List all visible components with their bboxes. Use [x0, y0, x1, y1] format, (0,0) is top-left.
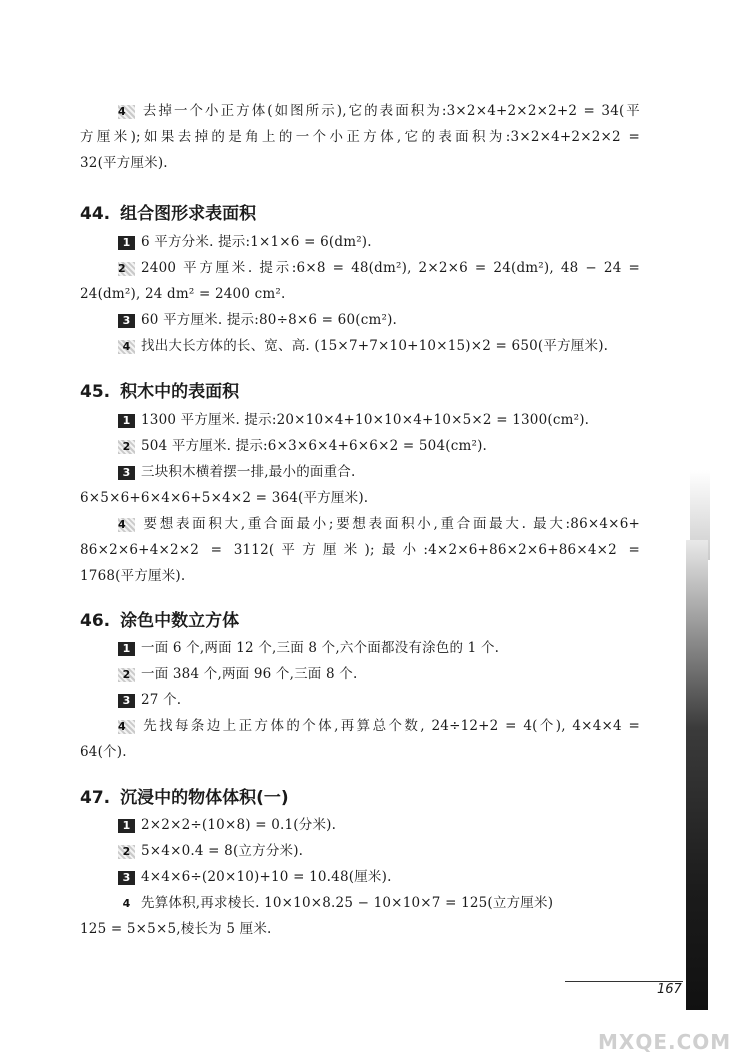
- answer-43-4-line2: 方厘米);如果去掉的是角上的一个小正方体,它的表面积为:3×2×4+2×2×2 =: [80, 129, 640, 145]
- answer-badge: 1: [118, 642, 135, 656]
- answer-badge: 2: [118, 440, 135, 454]
- answer-badge: 1: [118, 414, 135, 428]
- answer-47-1: 1 2×2×2÷(10×8) = 0.1(分米).: [118, 812, 640, 838]
- answer-45-2: 2 504 平方厘米. 提示:6×3×6×4+6×6×2 = 504(cm²).: [118, 433, 640, 459]
- section-heading-45: 45. 积木中的表面积: [80, 382, 240, 402]
- answer-badge: 3: [118, 314, 135, 328]
- section-heading-46: 46. 涂色中数立方体: [80, 611, 240, 631]
- answer-badge: 4: [118, 105, 135, 119]
- answer-44-3: 3 60 平方厘米. 提示:80÷8×6 = 60(cm²).: [118, 307, 640, 333]
- answer-badge: 1: [118, 236, 135, 250]
- answer-badge: 4: [122, 896, 131, 910]
- answer-43-4-line3: 32(平方厘米).: [80, 155, 168, 171]
- page-edge-shadow: [686, 540, 708, 1010]
- answer-44-2-cont: 24(dm²), 24 dm² = 2400 cm².: [80, 286, 286, 302]
- page-number: 167: [657, 982, 682, 997]
- answer-44-1: 1 6 平方分米. 提示:1×1×6 = 6(dm²).: [118, 229, 640, 255]
- answer-46-4: 4 先找每条边上正方体的个体,再算总个数, 24÷12+2 = 4(个), 4×4×4 =: [118, 718, 640, 734]
- section-heading-44: 44. 组合图形求表面积: [80, 204, 257, 224]
- answer-badge: 1: [118, 819, 135, 833]
- answer-badge: 3: [118, 694, 135, 708]
- answer-47-2: 2 5×4×0.4 = 8(立方分米).: [118, 838, 640, 864]
- answer-45-3-cont: 6×5×6+6×4×6+5×4×2 = 364(平方厘米).: [80, 490, 369, 506]
- watermark: MXQE.COM: [598, 1030, 732, 1054]
- answer-43-4-line1: 4 去掉一个小正方体(如图所示),它的表面积为:3×2×4+2×2×2+2 = 34(平: [118, 103, 640, 119]
- answer-45-1: 1 1300 平方厘米. 提示:20×10×4+10×10×4+10×5×2 = 1300(cm²).: [118, 407, 640, 433]
- answer-44-4: 4 找出大长方体的长、宽、高. (15×7+7×10+10×15)×2 = 650(平方厘米).: [118, 333, 640, 359]
- answer-45-4-cont2: 1768(平方厘米).: [80, 568, 186, 584]
- answer-45-4: 4 要想表面积大,重合面最小;要想表面积小,重合面最大. 最大:86×4×6+: [118, 516, 640, 532]
- answer-badge: 2: [118, 668, 135, 682]
- answer-badge: 2: [118, 262, 135, 276]
- answer-46-3: 3 27 个.: [118, 687, 640, 713]
- answer-44-2: 2 2400 平方厘米. 提示:6×8 = 48(dm²), 2×2×6 = 24(dm²), 48 − 24 =: [118, 260, 640, 276]
- answer-45-4-cont: 86×2×6+4×2×2 = 3112(平方厘米);最小:4×2×6+86×2×6+86×4×2 =: [80, 542, 640, 558]
- answer-45-3: 3 三块积木横着摆一排,最小的面重合.: [118, 459, 640, 485]
- answer-47-4-cont: 125 = 5×5×5,棱长为 5 厘米.: [80, 921, 272, 937]
- answer-46-2: 2 一面 384 个,两面 96 个,三面 8 个.: [118, 661, 640, 687]
- answer-badge: 4: [118, 720, 135, 734]
- answer-badge: 3: [118, 466, 135, 480]
- section-heading-47: 47. 沉浸中的物体体积(一): [80, 788, 289, 808]
- answer-46-1: 1 一面 6 个,两面 12 个,三面 8 个,六个面都没有涂色的 1 个.: [118, 635, 640, 661]
- answer-47-4: 4 先算体积,再求棱长. 10×10×8.25 − 10×10×7 = 125(立方厘米): [118, 890, 640, 916]
- answer-badge: 4: [118, 340, 135, 354]
- answer-badge: 2: [118, 845, 135, 859]
- answer-badge: 3: [118, 871, 135, 885]
- answer-46-4-cont: 64(个).: [80, 744, 127, 760]
- answer-badge: 4: [118, 518, 135, 532]
- answer-47-3: 3 4×4×6÷(20×10)+10 = 10.48(厘米).: [118, 864, 640, 890]
